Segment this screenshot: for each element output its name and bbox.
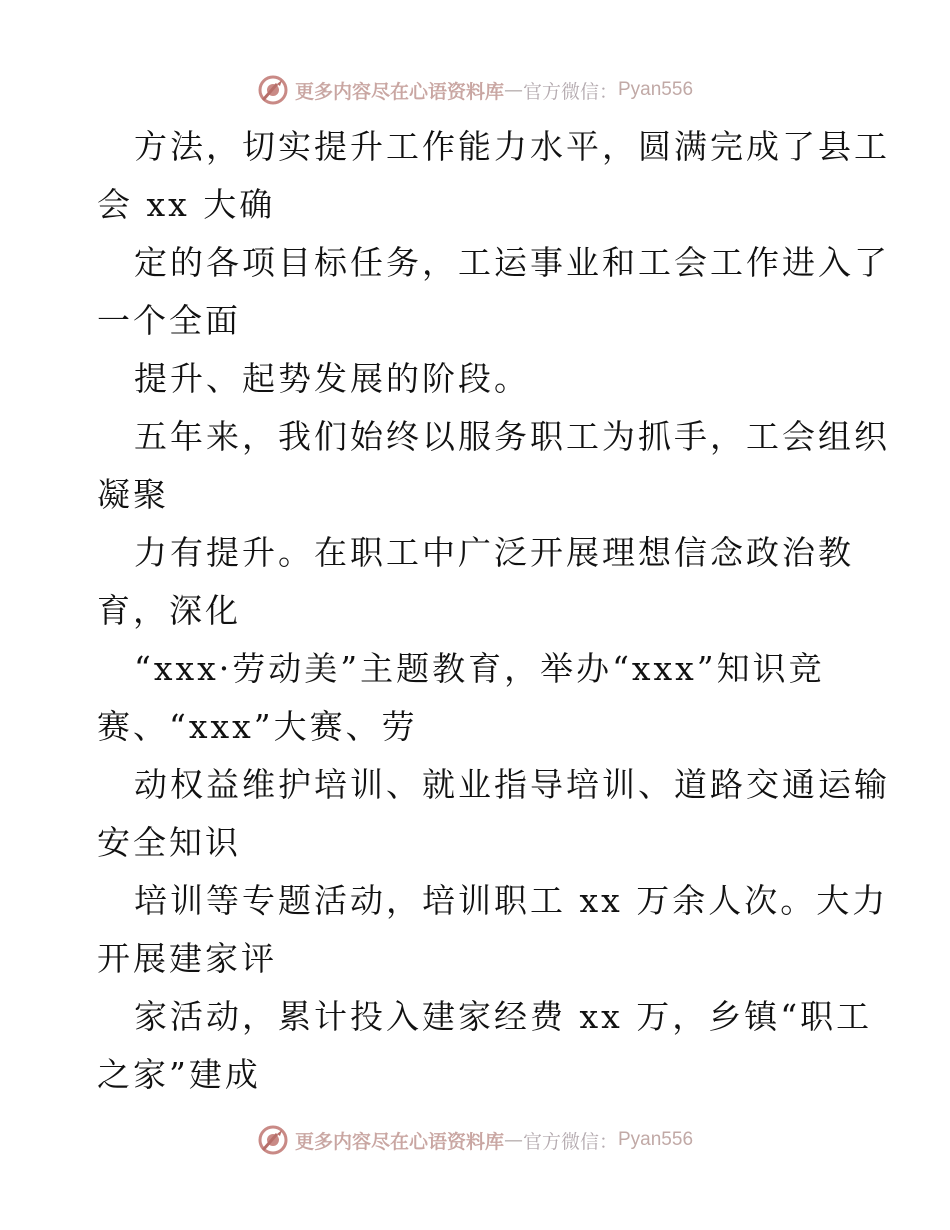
text-line: 培训等专题活动，培训职工 xx 万余人次。大力 xyxy=(134,881,889,920)
footer-wechat-label: 官方微信： xyxy=(522,1130,618,1153)
footer-separator: — xyxy=(503,1129,523,1151)
text-line: 开展建家评 xyxy=(97,939,277,978)
header-watermark xyxy=(0,70,950,110)
text-line: 方法，切实提升工作能力水平，圆满完成了县工 xyxy=(134,127,890,166)
footer-watermark xyxy=(0,1120,950,1160)
text-line: 家活动，累计投入建家经费 xx 万，乡镇“职工 xyxy=(134,997,873,1036)
text-line: 动权益维护培训、就业指导培训、道路交通运输 xyxy=(134,765,890,804)
header-wechat-id: Pyan556 xyxy=(618,79,694,100)
logo-icon xyxy=(257,1124,289,1156)
logo-icon xyxy=(257,74,289,106)
footer-wechat-id: Pyan556 xyxy=(618,1129,694,1150)
header-separator: — xyxy=(503,79,523,101)
text-line: 力有提升。在职工中广泛开展理想信念政治教 xyxy=(134,533,854,572)
header-brand-text: 更多内容尽在心语资料库 xyxy=(294,80,504,103)
text-line: 一个全面 xyxy=(97,301,241,340)
document-body xyxy=(97,118,890,1104)
footer-brand-text: 更多内容尽在心语资料库 xyxy=(294,1130,504,1153)
text-line: 赛、“xxx”大赛、劳 xyxy=(97,707,418,746)
text-line: 之家”建成 xyxy=(97,1055,261,1094)
text-line: “xxx·劳动美”主题教育，举办“xxx”知识竞 xyxy=(134,649,825,688)
header-wechat-label: 官方微信： xyxy=(522,80,618,103)
text-line: 安全知识 xyxy=(97,823,241,862)
text-line: 凝聚 xyxy=(97,475,169,514)
text-line: 育，深化 xyxy=(97,591,241,630)
text-line: 会 xx 大确 xyxy=(97,185,276,224)
text-line: 定的各项目标任务，工运事业和工会工作进入了 xyxy=(134,243,890,282)
text-line: 五年来，我们始终以服务职工为抓手，工会组织 xyxy=(134,417,890,456)
text-line: 提升、起势发展的阶段。 xyxy=(134,359,530,398)
